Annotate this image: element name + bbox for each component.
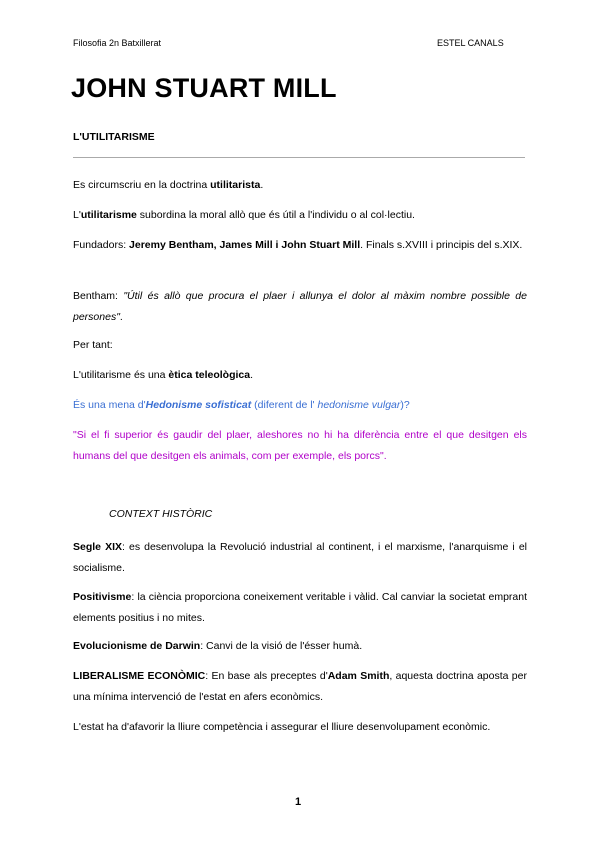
section-title: L'UTILITARISME [73, 131, 155, 143]
paragraph-economic-liberalism: LIBERALISME ECONÒMIC: En base als preceptes d'Adam Smith, aquesta doctrina aposta per una mínima intervenció de l'estat en afers econòmics. [73, 670, 527, 703]
document-title: JOHN STUART MILL [71, 73, 337, 103]
paragraph-teleological: L'utilitarisme és una ètica teleològica. [73, 369, 254, 381]
header-subject: Filosofia 2n Batxillerat [73, 38, 162, 48]
paragraph-positivism: Positivisme: la ciència proporciona coneixement veritable i vàlid. Cal canviar la societat emprant elements positius i no mites. [73, 591, 527, 624]
horizontal-divider [73, 157, 525, 158]
paragraph-19th-century: Segle XIX: es desenvolupa la Revolució industrial al continent, i el marxisme, l'anarquisme i el socialisme. [73, 541, 527, 574]
context-heading: CONTEXT HISTÒRIC [109, 508, 213, 520]
paragraph-hedonism-question: És una mena d'Hedonisme sofisticat (diferent de l' hedonisme vulgar)? [73, 399, 410, 411]
paragraph-bentham-quote: Bentham: "Útil és allò que procura el plaer i allunya el dolor al màxim nombre possible de persones". [73, 290, 527, 323]
paragraph-darwinism: Evolucionisme de Darwin: Canvi de la visió de l'ésser humà. [73, 640, 363, 652]
paragraph-state-role: L'estat ha d'afavorir la lliure competència i assegurar el lliure desenvolupament econòmic. [73, 721, 491, 733]
paragraph-pig-quote: "Si el fi superior és gaudir del plaer, aleshores no hi ha diferència entre el que desitgen els humans del que desitgen els animals, com per exemple, els porcs". [73, 429, 527, 462]
paragraph-doctrine: Es circumscriu en la doctrina utilitarista. [73, 179, 264, 191]
page-number: 1 [295, 796, 302, 808]
paragraph-founders: Fundadors: Jeremy Bentham, James Mill i John Stuart Mill. Finals s.XVIII i principis del s.XIX. [73, 239, 523, 251]
paragraph-therefore: Per tant: [73, 339, 113, 351]
header-author: ESTEL CANALS [437, 38, 504, 48]
paragraph-definition: L'utilitarisme subordina la moral allò que és útil a l'individu o al col·lectiu. [73, 209, 415, 221]
